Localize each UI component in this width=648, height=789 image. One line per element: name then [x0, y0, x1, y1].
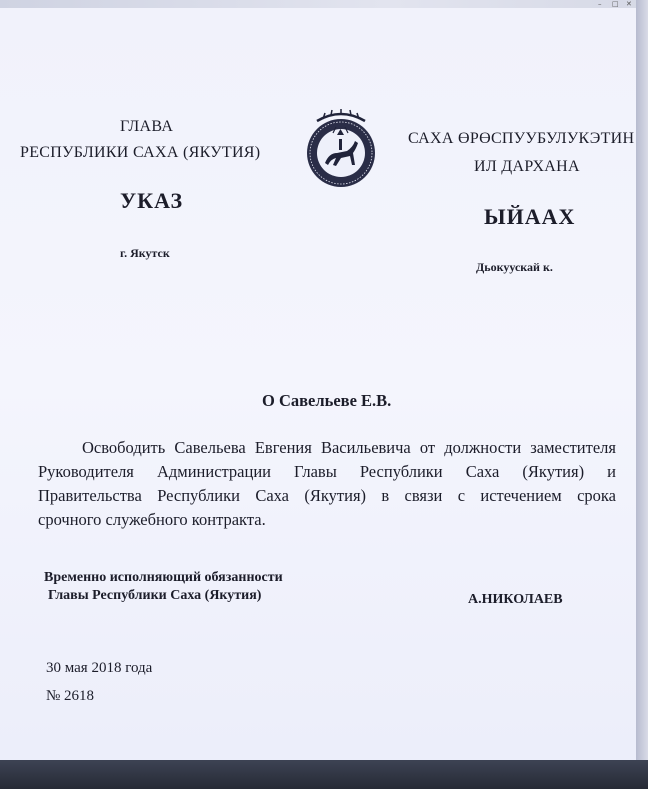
signature-position-line1: Временно исполняющий обязанности	[44, 570, 283, 585]
header-right-line2: ИЛ ДАРХАНА	[474, 158, 580, 175]
document-number: № 2618	[46, 688, 95, 704]
minimize-icon[interactable]: –	[598, 0, 602, 8]
body-line-1: Освободить Савельева Евгения Васильевича от должности заместителя	[82, 438, 616, 457]
body-line-4: срочного служебного контракта.	[38, 510, 266, 529]
window-right-edge	[636, 0, 648, 789]
header-left-line1: ГЛАВА	[120, 118, 174, 135]
close-icon[interactable]: ✕	[626, 0, 632, 8]
document-date: 30 мая 2018 года	[46, 660, 153, 676]
city-left: г. Якутск	[120, 246, 170, 260]
title-yiaakh: ЫЙААХ	[484, 204, 576, 229]
sakha-republic-coat-of-arms-icon	[303, 109, 379, 191]
city-right: Дьокуускай к.	[476, 260, 553, 274]
monitor-bezel-bottom	[0, 760, 648, 789]
signature-name: А.НИКОЛАЕВ	[468, 592, 563, 607]
document-subject: О Савельеве Е.В.	[262, 391, 392, 410]
header-right-line1: САХА ӨРӨСПУУБУЛУКЭТИН	[408, 130, 635, 147]
signature-position-line2: Главы Республики Саха (Якутия)	[48, 588, 262, 603]
body-line-2: Руководителя Администрации Главы Республики Саха (Якутия) и	[38, 462, 616, 481]
maximize-icon[interactable]: □	[612, 0, 619, 8]
body-line-3: Правительства Республики Саха (Якутия) в связи с истечением срока	[38, 486, 616, 505]
header-left-line2: РЕСПУБЛИКИ САХА (ЯКУТИЯ)	[20, 144, 261, 161]
document-page	[0, 8, 636, 760]
title-ukaz: УКАЗ	[120, 188, 184, 213]
document-body	[38, 436, 616, 532]
